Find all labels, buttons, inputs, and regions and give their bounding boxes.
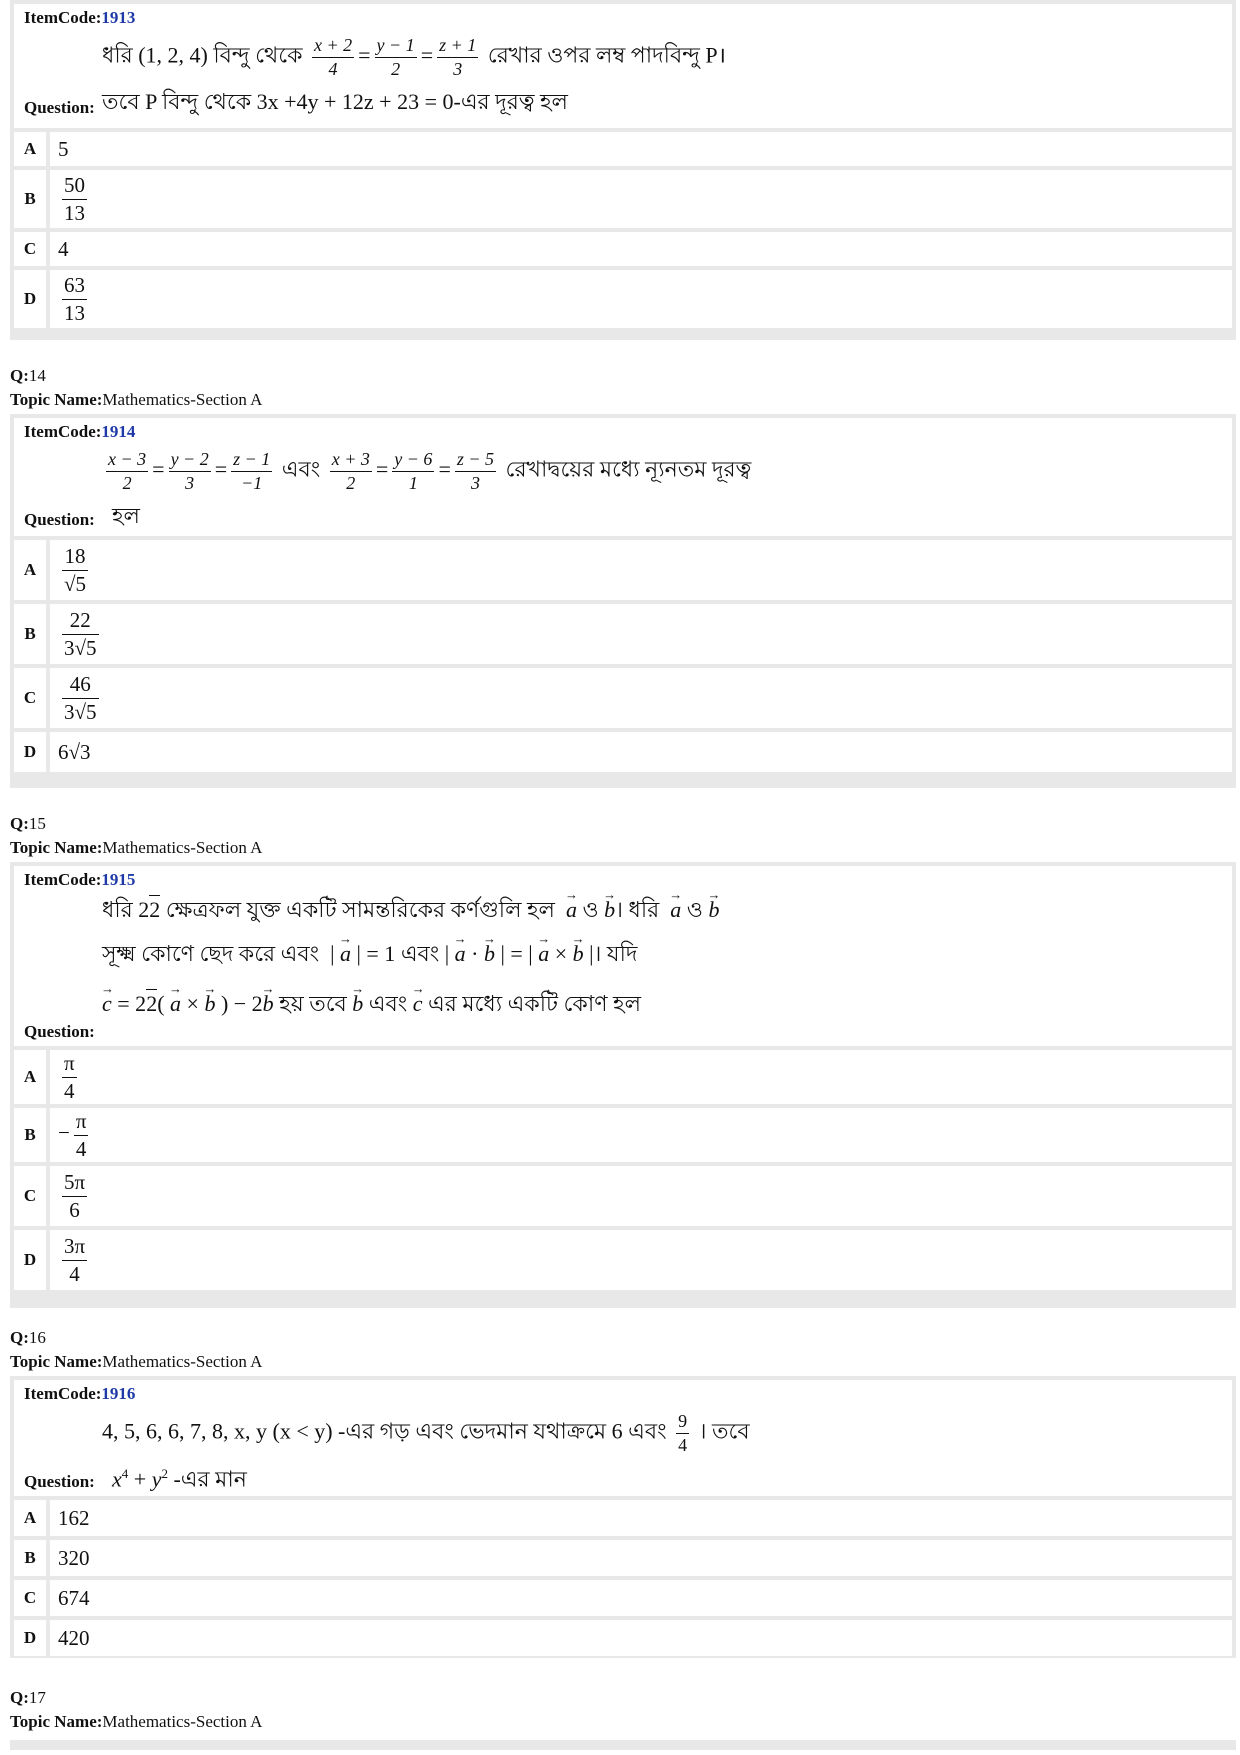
option-c[interactable]: C $\frac{5\pi}{6}$ [14, 1166, 1232, 1226]
option-a[interactable]: A $\frac{\pi}{4}$ [14, 1050, 1232, 1104]
question-label: Question: [24, 1472, 95, 1491]
question-card-1916 [10, 1376, 1236, 1658]
item-code: ItemCode:1916 [24, 1384, 136, 1403]
question-label: Question: [24, 510, 95, 529]
question-card-1915 [10, 862, 1236, 1308]
question-text-line1: ধরি 22 ক্ষেত্রফল যুক্ত একটি সামন্তরিকের কর্ণগুলি হল → a ও → b। ধরি → a ও → b [102, 896, 719, 924]
fraction: $\frac{50}{13}$ [64, 173, 85, 225]
fraction: $\frac{z - 5}{3}$ [456, 449, 495, 493]
fraction: $\frac{22}{3√5}$ [64, 608, 97, 660]
question-text-line2: $x^4 + y^2$ -এর মান [112, 1466, 247, 1492]
fraction: $\frac{63}{13}$ [64, 273, 85, 325]
question-stem [14, 1380, 1232, 1496]
fraction: $\frac{y - 1}{2}$ [376, 35, 415, 79]
item-code: ItemCode:1915 [24, 870, 136, 889]
question-text-line3: → c = 22( → a × → b ) − 2→ b হয় তবে → b এবং → c এর মধ্যে একটি কোণ হল [102, 990, 641, 1018]
option-c[interactable]: C 674 [14, 1580, 1232, 1616]
option-a[interactable]: A $\frac{18}{√5}$ [14, 540, 1232, 600]
question-card-17-top [10, 1740, 1236, 1750]
option-d[interactable]: D 420 [14, 1620, 1232, 1656]
fraction: $\frac{y - 2}{3}$ [170, 449, 209, 493]
option-d[interactable]: D 6√3 [14, 732, 1232, 772]
option-c[interactable]: C 4 [14, 232, 1232, 266]
fraction: $\frac{z - 1}{-1}$ [233, 449, 271, 493]
question-text-line1: ধরি (1, 2, 4) বিন্দু থেকে $\frac{x + 2}{4}$ = $\frac{y - 1}{2}$ = $\frac{z + 1}{3}$ রেখার ওপর লম্ব পাদবিন্দু P। [102, 35, 726, 79]
fraction: $\frac{5\pi}{6}$ [64, 1170, 86, 1222]
question-card-1913 [10, 0, 1236, 340]
fraction: $\frac{3\pi}{4}$ [64, 1234, 86, 1286]
fraction: $\frac{9}{4}$ [678, 1411, 688, 1455]
question-text-line2: সূক্ষ্ম কোণে ছেদ করে এবং | → a | = 1 এবং | → a · → b | = | → a × → b |। যদি [102, 940, 637, 968]
fraction: $\frac{x + 3}{2}$ [331, 449, 370, 493]
fraction: $\frac{18}{√5}$ [64, 544, 87, 596]
option-b[interactable]: B − $\frac{\pi}{4}$ [14, 1108, 1232, 1162]
fraction: $\frac{\pi}{4}$ [75, 1109, 87, 1161]
fraction: $\frac{x - 3}{2}$ [108, 449, 147, 493]
question-stem [14, 418, 1232, 536]
question-header-14: Q:14 Topic Name:Mathematics-Section A [10, 366, 263, 409]
question-label: Question: [24, 98, 95, 117]
option-d[interactable]: D $\frac{3\pi}{4}$ [14, 1230, 1232, 1290]
fraction: $\frac{y - 6}{1}$ [394, 449, 433, 493]
option-b[interactable]: B $\frac{22}{3√5}$ [14, 604, 1232, 664]
fraction: $\frac{x + 2}{4}$ [313, 35, 353, 79]
option-c[interactable]: C $\frac{46}{3√5}$ [14, 668, 1232, 728]
option-b[interactable]: B 320 [14, 1540, 1232, 1576]
item-code: ItemCode:1914 [24, 422, 136, 441]
question-card-1914 [10, 414, 1236, 788]
option-b[interactable]: B $\frac{50}{13}$ [14, 170, 1232, 228]
fraction: $\frac{\pi}{4}$ [64, 1051, 75, 1103]
option-a[interactable]: A 5 [14, 132, 1232, 166]
option-d[interactable]: D $\frac{63}{13}$ [14, 270, 1232, 328]
question-label: Question: [24, 1022, 95, 1041]
question-text-line1: 4, 5, 6, 6, 7, 8, x, y (x < y) -এর গড় এবং ভেদমান যথাক্রমে 6 এবং $\frac{9}{4}$ । তবে [102, 1411, 750, 1455]
fraction: $\frac{46}{3√5}$ [64, 672, 97, 724]
question-header-17: Q:17 Topic Name:Mathematics-Section A [10, 1688, 263, 1731]
question-stem [14, 866, 1232, 1046]
question-text-line1: $\frac{x - 3}{2}$ = $\frac{y - 2}{3}$ = $\frac{z - 1}{-1}$ এবং $\frac{x + 3}{2}$ = $\frac{y - 6}{1}$ = $\frac{z - 5}{3}$ রেখাদ্বয়ের মধ্যে ন্যূনতম দূরত্ব [108, 449, 752, 493]
question-header-16: Q:16 Topic Name:Mathematics-Section A [10, 1328, 263, 1371]
question-stem [14, 4, 1232, 128]
question-text-line2: হল [112, 503, 140, 528]
question-header-15: Q:15 Topic Name:Mathematics-Section A [10, 814, 263, 857]
question-text-line2: তবে P বিন্দু থেকে 3x +4y + 12z + 23 = 0-এর দূরত্ব হল [102, 89, 568, 114]
item-code: ItemCode:1913 [24, 8, 136, 27]
option-a[interactable]: A 162 [14, 1500, 1232, 1536]
fraction: $\frac{z + 1}{3}$ [439, 35, 477, 79]
